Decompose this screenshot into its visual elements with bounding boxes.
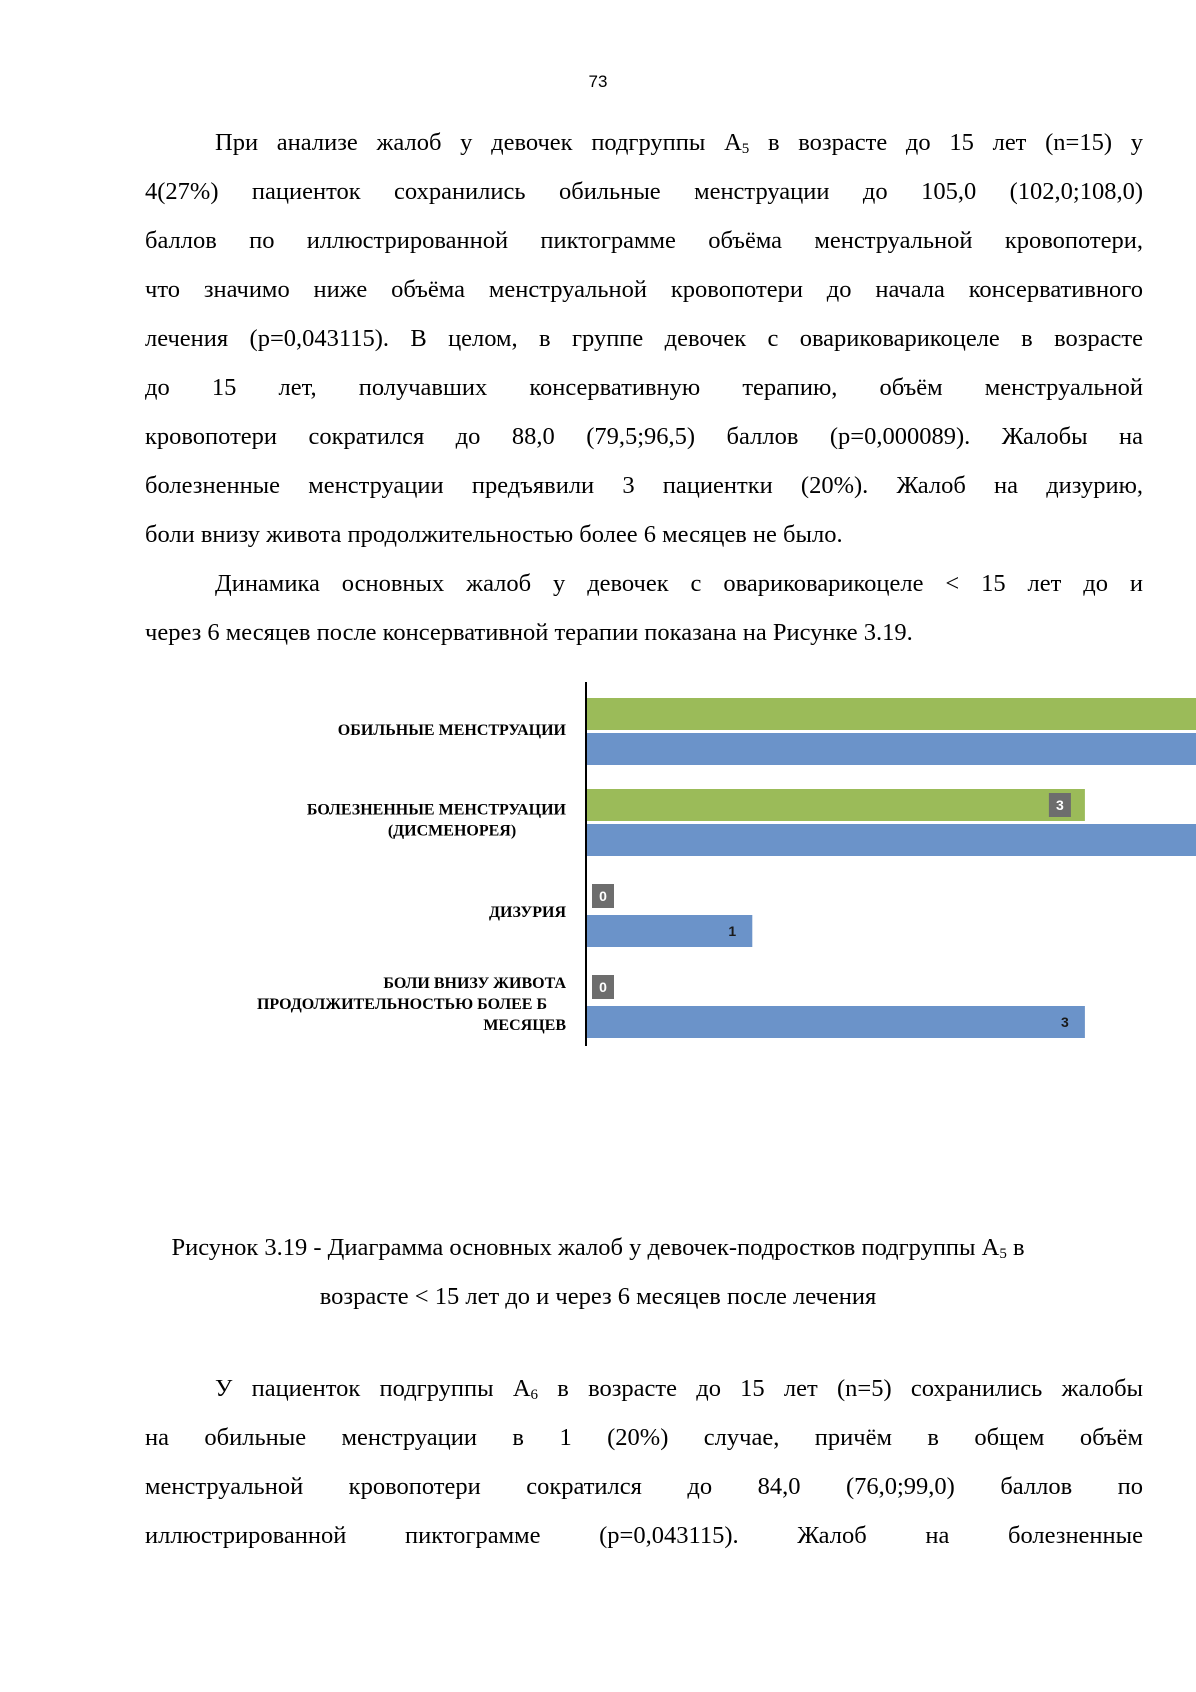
data-label: 0: [599, 979, 607, 995]
complaints-bar-chart: [0, 670, 1196, 1140]
category-label: МЕСЯЦЕВ: [483, 1017, 566, 1034]
bar: [586, 698, 1196, 730]
paragraph-1-line-3: баллов по иллюстрированной пиктограмме объёма менструальной кровопотери,: [145, 227, 1143, 254]
bar: [586, 915, 752, 947]
paragraph-1-line-7: кровопотери сократился до 88,0 (79,5;96,5) баллов (p=0,000089). Жалобы на: [145, 423, 1143, 450]
data-label: 1: [728, 923, 737, 939]
paragraph-2-line-2: через 6 месяцев после консервативной терапии показана на Рисунке 3.19.: [145, 619, 913, 646]
figure-caption-line-2: возрасте < 15 лет до и через 6 месяцев после лечения: [319, 1283, 877, 1310]
bar: [586, 1006, 1085, 1038]
bar: [586, 733, 1196, 765]
bar: [586, 789, 1085, 821]
paragraph-1-line-9: боли внизу живота продолжительностью более 6 месяцев не было.: [145, 521, 843, 548]
data-label: 0: [599, 888, 607, 904]
category-label: ПРОДОЛЖИТЕЛЬНОСТЬЮ БОЛЕЕ Б: [256, 996, 548, 1013]
data-label: 3: [1056, 797, 1064, 813]
paragraph-1-line-6: до 15 лет, получавших консервативную терапию, объём менструальной: [145, 374, 1143, 401]
paragraph-1-line-4: что значимо ниже объёма менструальной кровопотери до начала консервативного: [145, 276, 1143, 303]
category-label: ДИЗУРИЯ: [488, 904, 566, 921]
data-label: 3: [1061, 1014, 1069, 1030]
paragraph-3-line-1: У пациенток подгруппы $А_6$ в возрасте до 15 лет (n=5) сохранились жалобы: [215, 1375, 1143, 1403]
category-label: (ДИСМЕНОРЕЯ): [387, 822, 517, 840]
bar: [586, 824, 1196, 856]
figure-caption-line-1: Рисунок 3.19 - Диаграмма основных жалоб у девочек-подростков подгруппы $А_5$ в: [171, 1234, 1025, 1262]
paragraph-3-line-3: менструальной кровопотери сократился до 84,0 (76,0;99,0) баллов по: [145, 1473, 1143, 1500]
paragraph-3-line-4: иллюстрированной пиктограмме (p=0,043115). Жалоб на болезненные: [145, 1522, 1143, 1549]
paragraph-2-line-1: Динамика основных жалоб у девочек с овариковарикоцеле < 15 лет до и: [215, 570, 1143, 597]
paragraph-1-line-8: болезненные менструации предъявили 3 пациентки (20%). Жалоб на дизурию,: [145, 472, 1143, 499]
page-number: 73: [588, 72, 608, 91]
paragraph-3-line-2: на обильные менструации в 1 (20%) случае, причём в общем объём: [145, 1424, 1143, 1451]
paragraph-1-line-1: При анализе жалоб у девочек подгруппы $А_5$ в возрасте до 15 лет (n=15) у: [215, 129, 1143, 157]
paragraph-1-line-2: 4(27%) пациенток сохранились обильные менструации до 105,0 (102,0;108,0): [145, 178, 1143, 205]
category-label: БОЛЕЗНЕННЫЕ МЕНСТРУАЦИИ: [306, 801, 566, 819]
paragraph-1-line-5: лечения (p=0,043115). В целом, в группе девочек с овариковарикоцеле в возрасте: [145, 325, 1143, 352]
category-label: ОБИЛЬНЫЕ МЕНСТРУАЦИИ: [337, 722, 566, 739]
category-label: БОЛИ ВНИЗУ ЖИВОТА: [383, 975, 566, 992]
